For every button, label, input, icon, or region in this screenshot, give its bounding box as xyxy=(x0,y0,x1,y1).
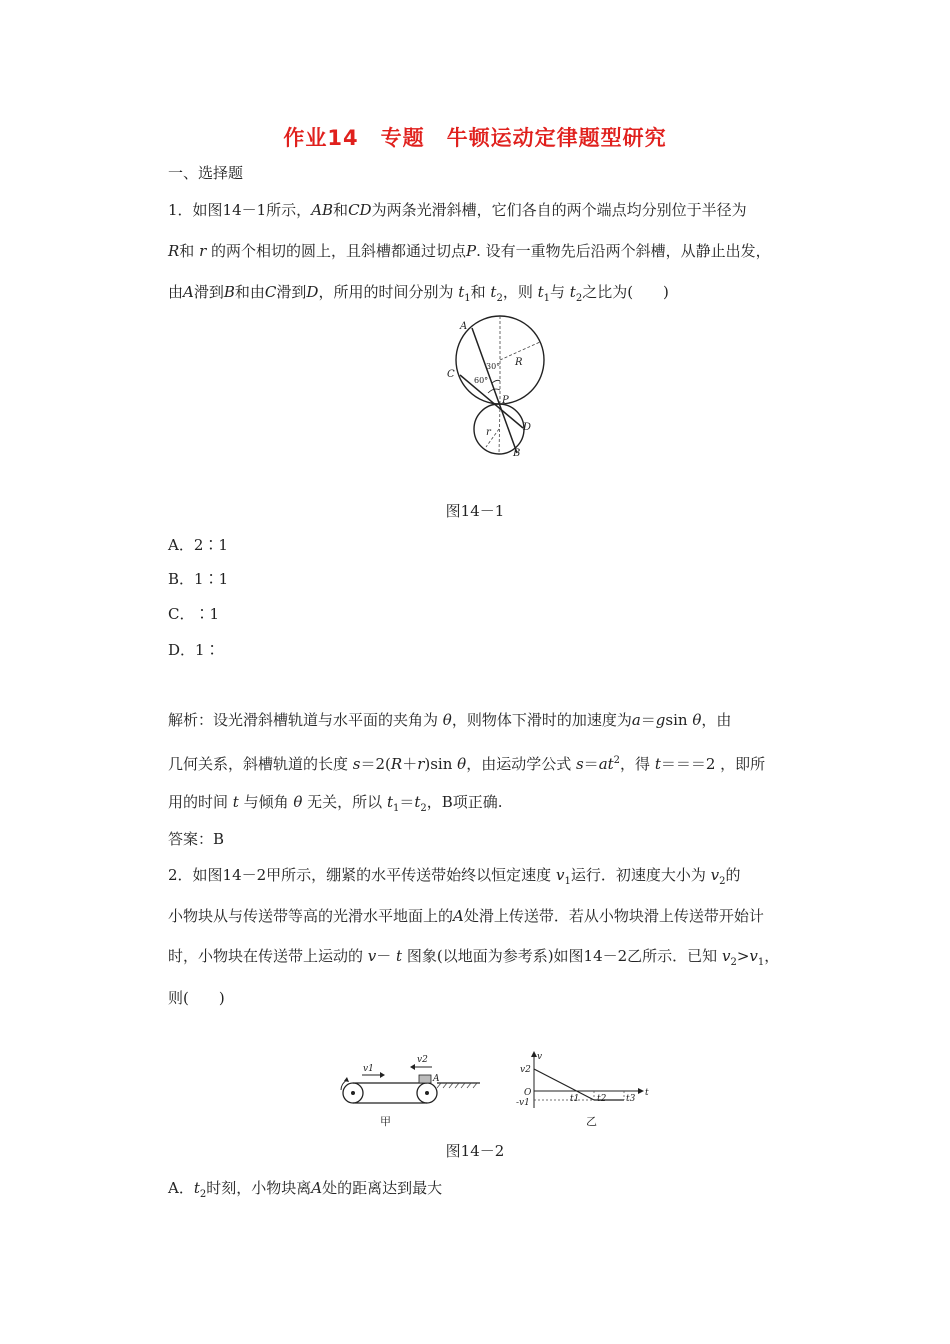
v2-arrowhead xyxy=(410,1064,415,1070)
label-B: B xyxy=(513,448,521,459)
right-pulley-axle xyxy=(425,1091,429,1095)
label-yi: 乙 xyxy=(586,1115,597,1128)
label-O: O xyxy=(524,1088,532,1098)
q2-option-a: A．$t_2$时刻，小物块离A处的距离达到最大 xyxy=(168,1179,443,1200)
label-t1: t1 xyxy=(570,1094,580,1104)
label-A: A xyxy=(460,321,468,332)
left-pulley-axle xyxy=(351,1091,355,1095)
option-a: A．2∶1 xyxy=(168,536,228,554)
q2-line-4: 则( ) xyxy=(168,989,225,1007)
answer-line: 答案：B xyxy=(168,830,225,848)
section-heading: 一、选择题 xyxy=(168,164,244,182)
analysis-line-2: 几何关系，斜槽轨道的长度 s＝2(R＋r)sin θ，由运动学公式 $s=at^2$，得 t＝＝＝2 ，即所 xyxy=(168,755,766,773)
label-P: P xyxy=(502,395,509,406)
option-c: C．∶1 xyxy=(168,605,220,623)
figure-14-1 xyxy=(430,315,560,460)
label-60: 60° xyxy=(474,376,489,385)
label-t: t xyxy=(645,1088,649,1098)
figure-14-2-vt-graph xyxy=(510,1050,660,1130)
label-t3: t3 xyxy=(626,1094,636,1104)
label-v2-axis: v2 xyxy=(520,1065,531,1075)
label-t2: t2 xyxy=(597,1094,607,1104)
label-C: C xyxy=(447,369,455,380)
figure-14-1-caption: 图14－1 xyxy=(445,502,505,520)
page-title: 作业14 专题 牛顿运动定律题型研究 xyxy=(283,126,667,150)
label-jia: 甲 xyxy=(380,1115,391,1128)
small-vertical-diameter xyxy=(499,404,500,454)
option-b: B．1∶1 xyxy=(168,570,229,588)
label-D: D xyxy=(523,422,532,433)
label-neg-v1: -v1 xyxy=(516,1098,530,1108)
analysis-line-1: 解析：设光滑斜槽轨道与水平面的夹角为 θ，则物体下滑时的加速度为a＝gsin θ，由 xyxy=(168,711,732,729)
figure-14-2-caption: 图14－2 xyxy=(445,1142,505,1160)
label-r: r xyxy=(486,427,491,438)
t-axis-arrowhead xyxy=(638,1088,644,1094)
q2-line-2: 小物块从与传送带等高的光滑水平地面上的A处滑上传送带．若从小物块滑上传送带开始计 xyxy=(168,907,764,925)
q2-line-3: 时，小物块在传送带上运动的 v－ t 图象(以地面为参考系)如图14－2乙所示．已知 $v_2>v_1$， xyxy=(168,947,780,968)
q1-line-2: R和 r 的两个相切的圆上，且斜槽都通过切点P. 设有一重物先后沿两个斜槽，从静止出发， xyxy=(168,242,771,260)
angle-arc-30 xyxy=(492,380,500,383)
q2-line-1: 2．如图14－2甲所示，绷紧的水平传送带始终以恒定速度 $v_1$运行．初速度大小为 $v_2$的 xyxy=(168,866,741,887)
label-v1: v1 xyxy=(363,1064,374,1074)
q1-line-1: 1．如图14－1所示，AB和CD为两条光滑斜槽，它们各自的两个端点均分别位于半径为 xyxy=(168,201,747,219)
block-A xyxy=(419,1075,431,1083)
label-R: R xyxy=(515,357,523,368)
analysis-line-3: 用的时间 t 与倾角 θ 无关，所以 $t_1=t_2$，B项正确. xyxy=(168,793,503,814)
v1-arrowhead xyxy=(380,1072,385,1078)
label-v2: v2 xyxy=(417,1055,428,1065)
option-d: D．1∶ xyxy=(168,641,220,659)
vt-line-segment xyxy=(534,1069,594,1100)
figure-14-2-conveyor xyxy=(335,1050,485,1130)
label-A-block: A xyxy=(433,1074,440,1084)
label-v: v xyxy=(537,1052,543,1062)
label-30: 30° xyxy=(486,362,501,371)
q1-line-3: 由A滑到B和由C滑到D，所用的时间分别为 $t_1$和 $t_2$，则 $t_1$与 $t_2$之比为( ) xyxy=(168,283,669,304)
